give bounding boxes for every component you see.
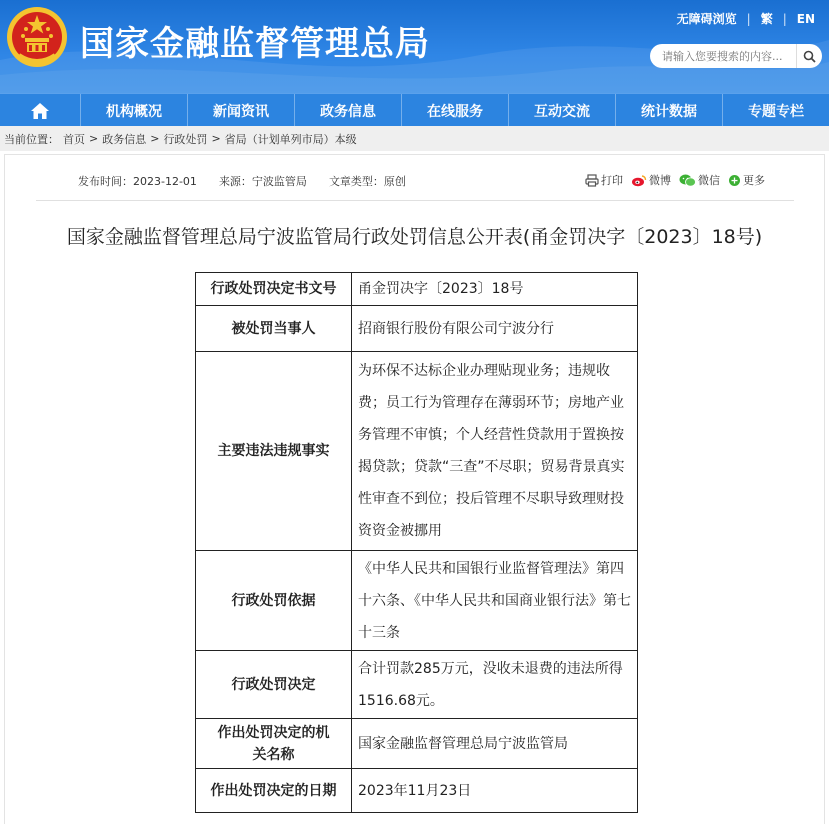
table-row — [196, 769, 638, 813]
link-separator: | — [782, 11, 787, 26]
more-share-button[interactable] — [728, 172, 765, 188]
nav-item-news[interactable]: 新闻资讯 — [188, 94, 295, 127]
link-separator: | — [746, 11, 751, 26]
breadcrumb — [0, 126, 829, 151]
row-value: 国家金融监督管理总局宁波监管局 — [352, 719, 638, 769]
search-box — [650, 44, 796, 68]
table-row — [196, 719, 638, 769]
publish-date: 发布时间：2023-12-01 — [78, 175, 197, 188]
breadcrumb-separator: > — [150, 132, 160, 145]
table-row — [196, 651, 638, 719]
search-icon — [803, 50, 816, 63]
table-row — [196, 273, 638, 306]
english-link[interactable]: EN — [796, 11, 815, 26]
print-button[interactable] — [585, 172, 623, 188]
search-button[interactable] — [796, 44, 822, 68]
nav-item-special-topics[interactable]: 专题专栏 — [748, 103, 804, 120]
print-label: 打印 — [601, 174, 623, 187]
row-value: 《中华人民共和国银行业监督管理法》第四十六条、《中华人民共和国商业银行法》第七十三条 — [352, 551, 638, 651]
row-key: 主要违法违规事实 — [196, 352, 352, 551]
row-value: 招商银行股份有限公司宁波分行 — [352, 306, 638, 352]
search-input[interactable] — [662, 50, 792, 63]
home-icon — [30, 102, 50, 120]
weibo-label: 微博 — [649, 174, 671, 187]
accessibility-link[interactable]: 无障碍浏览 — [676, 12, 737, 26]
row-key: 行政处罚决定书文号 — [196, 273, 352, 306]
nav-item-statistics[interactable]: 统计数据 — [616, 94, 723, 127]
table-row — [196, 352, 638, 551]
row-key: 行政处罚决定 — [196, 651, 352, 719]
printer-icon — [585, 174, 599, 187]
breadcrumb-penalties[interactable]: 行政处罚 — [163, 132, 208, 146]
share-bar — [585, 172, 765, 188]
row-value: 为环保不达标企业办理贴现业务；违规收费；员工行为管理存在薄弱环节；房地产业务管理不审慎；个人经营性贷款用于置换按揭贷款；贷款“三查”不尽职；贸易背景真实性审查不到位；投后管理不尽职导致理财投资资金被挪用 — [352, 352, 638, 551]
row-key: 被处罚当事人 — [196, 306, 352, 352]
nav-item-interaction[interactable]: 互动交流 — [509, 94, 616, 127]
table-row — [196, 306, 638, 352]
main-nav — [0, 93, 829, 126]
breadcrumb-label: 当前位置： — [4, 132, 59, 146]
nav-item-organization[interactable]: 机构概况 — [81, 94, 188, 127]
row-value: 合计罚款285万元，没收未退费的违法所得1516.68元。 — [352, 651, 638, 719]
breadcrumb-government-info[interactable]: 政务信息 — [102, 132, 147, 146]
traditional-chinese-link[interactable]: 繁 — [760, 12, 773, 26]
national-emblem-icon — [5, 5, 69, 69]
wechat-icon — [679, 174, 696, 187]
nav-home[interactable] — [0, 94, 81, 127]
weibo-icon — [631, 174, 647, 187]
more-label: 更多 — [743, 174, 765, 187]
row-key: 行政处罚依据 — [196, 551, 352, 651]
breadcrumb-separator: > — [211, 132, 221, 145]
row-value: 甬金罚决字〔2023〕18号 — [352, 273, 638, 306]
nav-item-government-info[interactable]: 政务信息 — [295, 94, 402, 127]
breadcrumb-separator: > — [89, 132, 99, 145]
weibo-button[interactable] — [631, 172, 671, 188]
site-title[interactable]: 国家金融监督管理总局 — [80, 24, 430, 64]
article-source: 来源：宁波监管局 — [218, 175, 307, 188]
penalty-table — [195, 272, 638, 813]
article-meta — [78, 173, 406, 189]
row-key: 作出处罚决定的日期 — [196, 769, 352, 813]
breadcrumb-home[interactable]: 首页 — [63, 132, 85, 146]
top-links — [677, 10, 815, 27]
site-header — [0, 0, 829, 93]
more-icon — [728, 174, 741, 187]
meta-divider — [36, 200, 794, 201]
article-title: 国家金融监督管理总局宁波监管局行政处罚信息公开表(甬金罚决字〔2023〕18号) — [66, 226, 763, 248]
article-type: 文章类型：原创 — [328, 175, 406, 188]
nav-item-online-service[interactable]: 在线服务 — [402, 94, 509, 127]
table-row — [196, 551, 638, 651]
wechat-button[interactable] — [679, 172, 720, 188]
row-value: 2023年11月23日 — [352, 769, 638, 813]
wechat-label: 微信 — [698, 174, 720, 187]
breadcrumb-provincial-bureau[interactable]: 省局（计划单列市局）本级 — [224, 132, 357, 146]
row-key: 作出处罚决定的机关名称 — [196, 719, 352, 769]
